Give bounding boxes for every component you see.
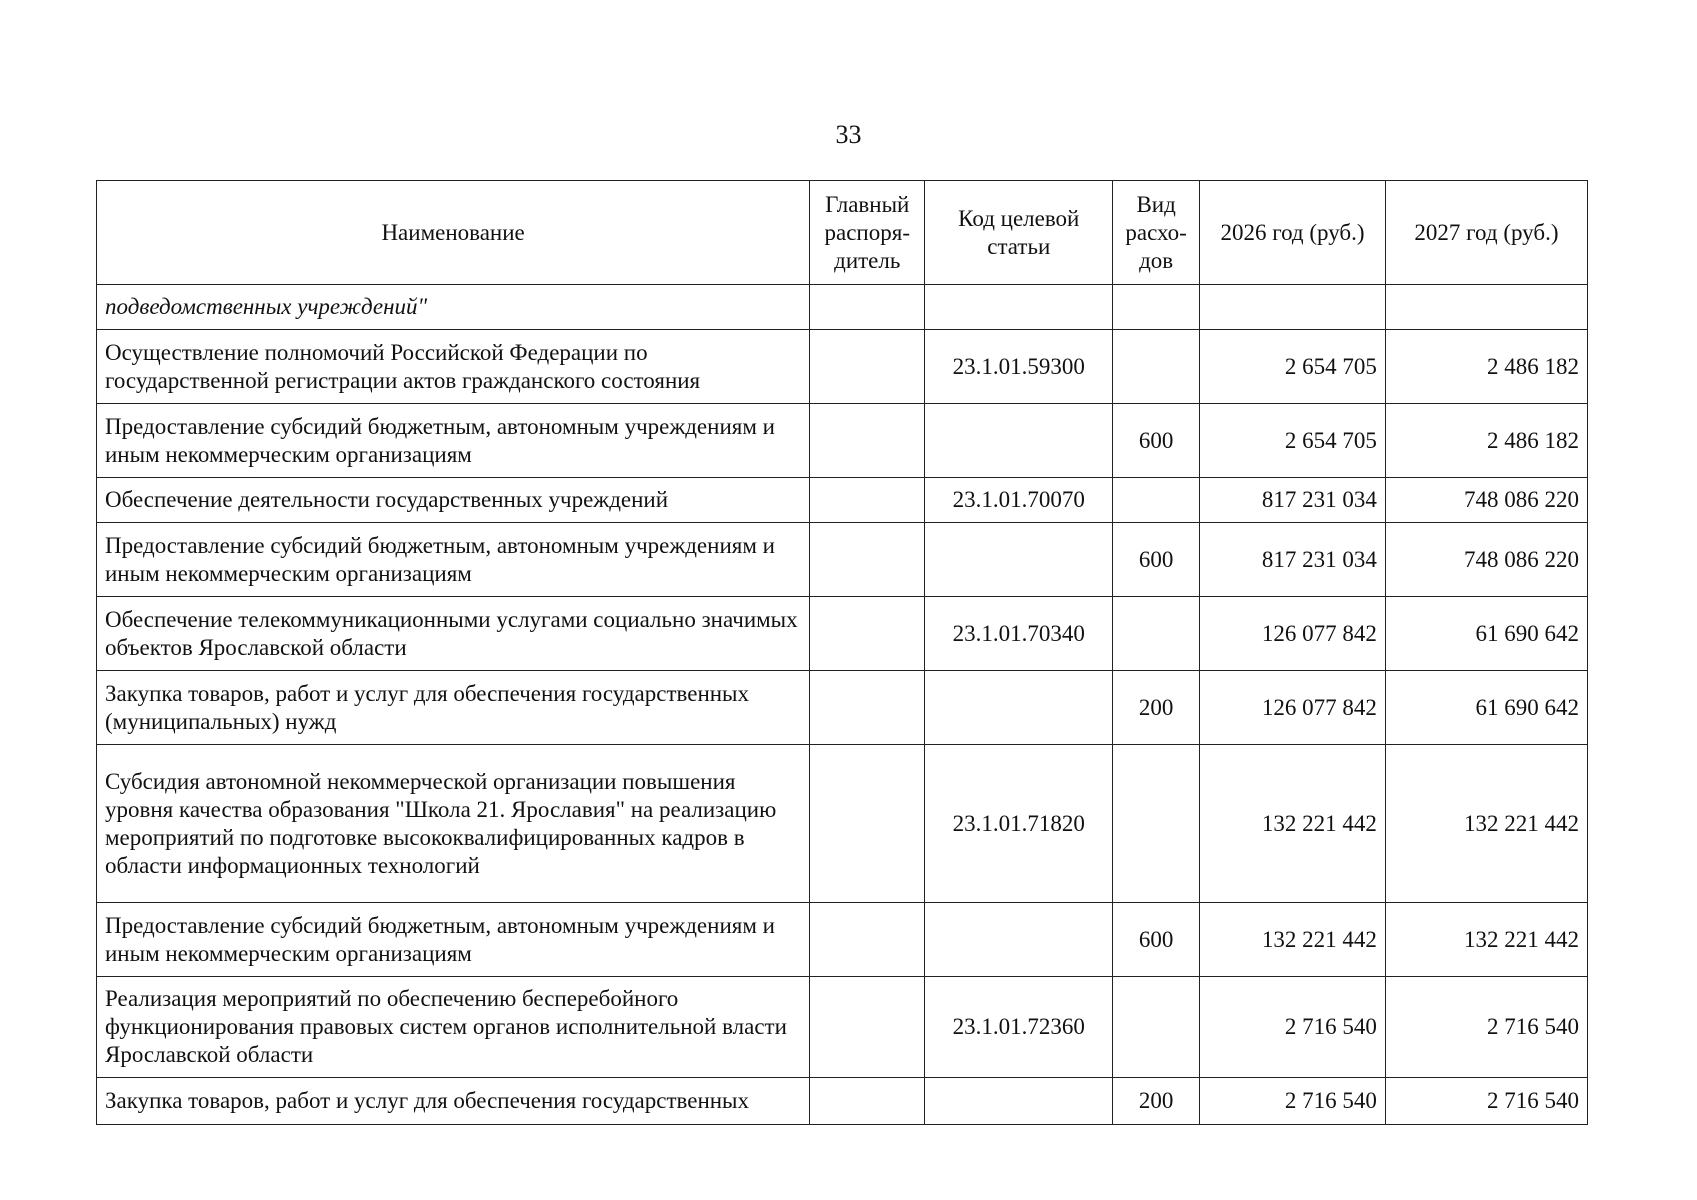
table-row [97, 404, 1588, 478]
cell-manager [810, 478, 925, 523]
cell-2026: 2 654 705 [1200, 330, 1386, 404]
cell-code: 23.1.01.70340 [925, 597, 1113, 671]
header-manager: Главный распоря-дитель [810, 181, 925, 285]
cell-code [925, 285, 1113, 330]
cell-2026: 817 231 034 [1200, 523, 1386, 597]
cell-2027: 2 716 540 [1385, 1078, 1587, 1125]
cell-name: Закупка товаров, работ и услуг для обеспечения государственных [97, 1078, 810, 1125]
header-2026: 2026 год (руб.) [1200, 181, 1386, 285]
cell-code [925, 903, 1113, 977]
cell-type: 600 [1113, 903, 1200, 977]
cell-type [1113, 977, 1200, 1078]
table-row [97, 903, 1588, 977]
table-row [97, 330, 1588, 404]
cell-code [925, 1078, 1113, 1125]
cell-2026: 2 654 705 [1200, 404, 1386, 478]
cell-name: Осуществление полномочий Российской Федерации по государственной регистрации актов гражданского состояния [97, 330, 810, 404]
cell-2027: 748 086 220 [1385, 523, 1587, 597]
cell-code [925, 523, 1113, 597]
cell-name: Предоставление субсидий бюджетным, автономным учреждениям и иным некоммерческим организациям [97, 523, 810, 597]
cell-code [925, 404, 1113, 478]
cell-2026 [1200, 285, 1386, 330]
cell-code: 23.1.01.72360 [925, 977, 1113, 1078]
cell-2027: 2 716 540 [1385, 977, 1587, 1078]
cell-manager [810, 903, 925, 977]
cell-code: 23.1.01.70070 [925, 478, 1113, 523]
cell-manager [810, 404, 925, 478]
cell-2027: 2 486 182 [1385, 404, 1587, 478]
cell-type [1113, 597, 1200, 671]
table-row [97, 977, 1588, 1078]
page-number: 33 [835, 120, 862, 149]
cell-2026: 817 231 034 [1200, 478, 1386, 523]
cell-2027 [1385, 285, 1587, 330]
cell-type [1113, 330, 1200, 404]
cell-code: 23.1.01.71820 [925, 745, 1113, 903]
cell-2026: 126 077 842 [1200, 671, 1386, 745]
cell-type [1113, 478, 1200, 523]
cell-type: 600 [1113, 523, 1200, 597]
header-code: Код целевой статьи [925, 181, 1113, 285]
cell-2027: 61 690 642 [1385, 597, 1587, 671]
cell-2026: 2 716 540 [1200, 977, 1386, 1078]
cell-manager [810, 977, 925, 1078]
table-row [97, 597, 1588, 671]
table-row [97, 478, 1588, 523]
cell-2026: 2 716 540 [1200, 1078, 1386, 1125]
cell-manager [810, 597, 925, 671]
table-row [97, 671, 1588, 745]
cell-name: Реализация мероприятий по обеспечению бесперебойного функционирования правовых систем органов исполнительной власти Ярославской области [97, 977, 810, 1078]
cell-name: подведомственных учреждений" [97, 285, 810, 330]
cell-name: Обеспечение телекоммуникационными услугами социально значимых объектов Ярославской области [97, 597, 810, 671]
cell-2027: 2 486 182 [1385, 330, 1587, 404]
budget-table [96, 180, 1588, 1125]
cell-type: 200 [1113, 671, 1200, 745]
cell-name: Предоставление субсидий бюджетным, автономным учреждениям и иным некоммерческим организациям [97, 404, 810, 478]
cell-name: Обеспечение деятельности государственных учреждений [97, 478, 810, 523]
cell-manager [810, 671, 925, 745]
cell-manager [810, 285, 925, 330]
table-row [97, 1078, 1588, 1125]
cell-code: 23.1.01.59300 [925, 330, 1113, 404]
cell-manager [810, 745, 925, 903]
cell-name: Предоставление субсидий бюджетным, автономным учреждениям и иным некоммерческим организациям [97, 903, 810, 977]
table-header-row [97, 181, 1588, 285]
cell-type: 200 [1113, 1078, 1200, 1125]
cell-2027: 132 221 442 [1385, 745, 1587, 903]
cell-name: Субсидия автономной некоммерческой организации повышения уровня качества образования "Школа 21. Ярославия" на реализацию мероприятий по подготовке высококвалифицированных кадров в области информационных технологий [97, 745, 810, 903]
cell-2027: 132 221 442 [1385, 903, 1587, 977]
cell-2026: 132 221 442 [1200, 903, 1386, 977]
cell-type [1113, 745, 1200, 903]
table-row [97, 745, 1588, 903]
cell-name: Закупка товаров, работ и услуг для обеспечения государственных (муниципальных) нужд [97, 671, 810, 745]
table-row [97, 285, 1588, 330]
table-row [97, 523, 1588, 597]
cell-manager [810, 1078, 925, 1125]
header-2027: 2027 год (руб.) [1385, 181, 1587, 285]
cell-manager [810, 330, 925, 404]
cell-2027: 748 086 220 [1385, 478, 1587, 523]
cell-type [1113, 285, 1200, 330]
cell-code [925, 671, 1113, 745]
cell-2026: 132 221 442 [1200, 745, 1386, 903]
header-type: Вид расхо-дов [1113, 181, 1200, 285]
cell-2026: 126 077 842 [1200, 597, 1386, 671]
cell-type: 600 [1113, 404, 1200, 478]
cell-2027: 61 690 642 [1385, 671, 1587, 745]
header-name: Наименование [97, 181, 810, 285]
cell-manager [810, 523, 925, 597]
